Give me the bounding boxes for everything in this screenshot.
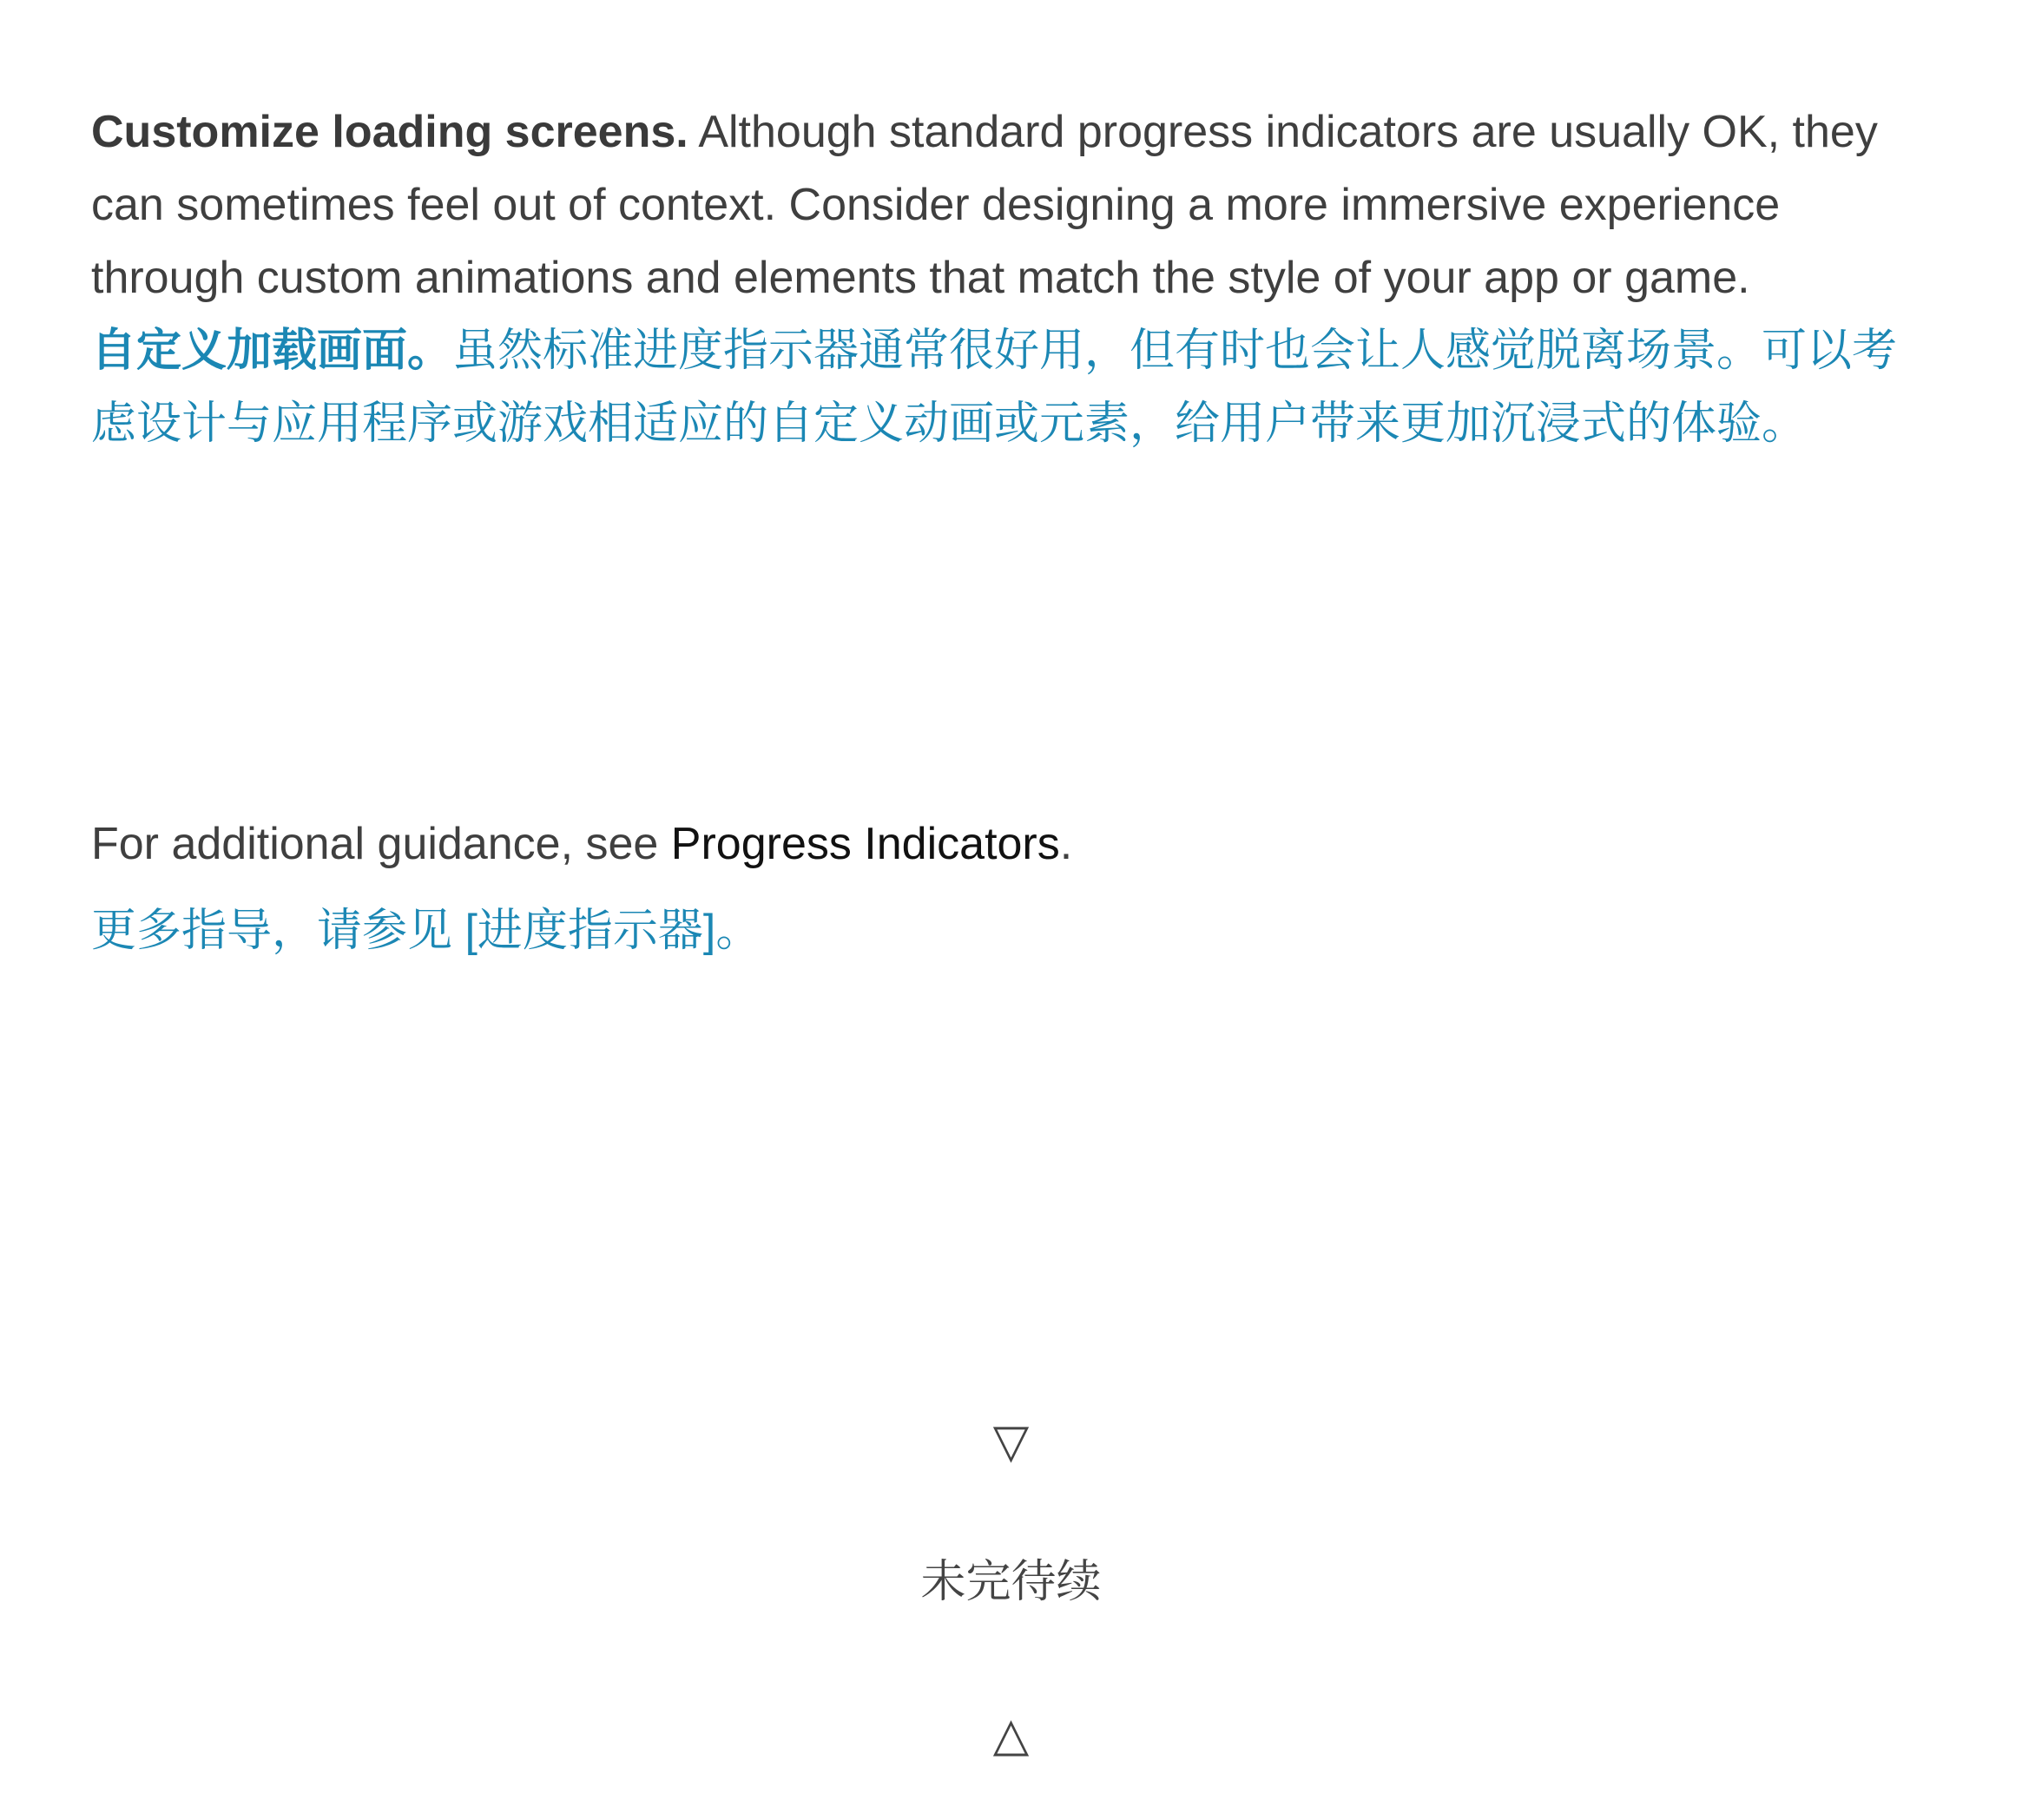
progress-indicators-link[interactable]: Progress Indicators [670,819,1060,869]
guidance-suffix: . [1059,819,1073,869]
loading-screens-section [91,96,1936,460]
english-body: Although standard progress indicators are usually OK, they can sometimes feel out of context. Consider designing a more immersive experience through custom animations and elements that match the style of your app or game. [91,107,1878,303]
english-heading: Customize loading screens. [91,107,688,157]
guidance-prefix: For additional guidance, see [91,819,671,869]
guidance-english [91,808,1936,880]
english-paragraph [91,96,1936,314]
triangle-up-icon: △ [992,1709,1030,1761]
guidance-chinese: 更多指导，请参见 [进度指示器]。 [91,906,761,956]
triangle-down-icon: ▽ [992,1415,1030,1467]
additional-guidance-section [91,808,1936,967]
chinese-body: 虽然标准进度指示器通常很好用，但有时也会让人感觉脱离场景。可以考虑设计与应用程序或游戏相适应的自定义动画或元素，给用户带来更加沉浸式的体验。 [91,326,1898,449]
chinese-paragraph [91,314,1936,460]
chinese-heading: 自定义加载画面。 [91,326,453,376]
to-be-continued-text: 未完待续 [920,1557,1102,1607]
